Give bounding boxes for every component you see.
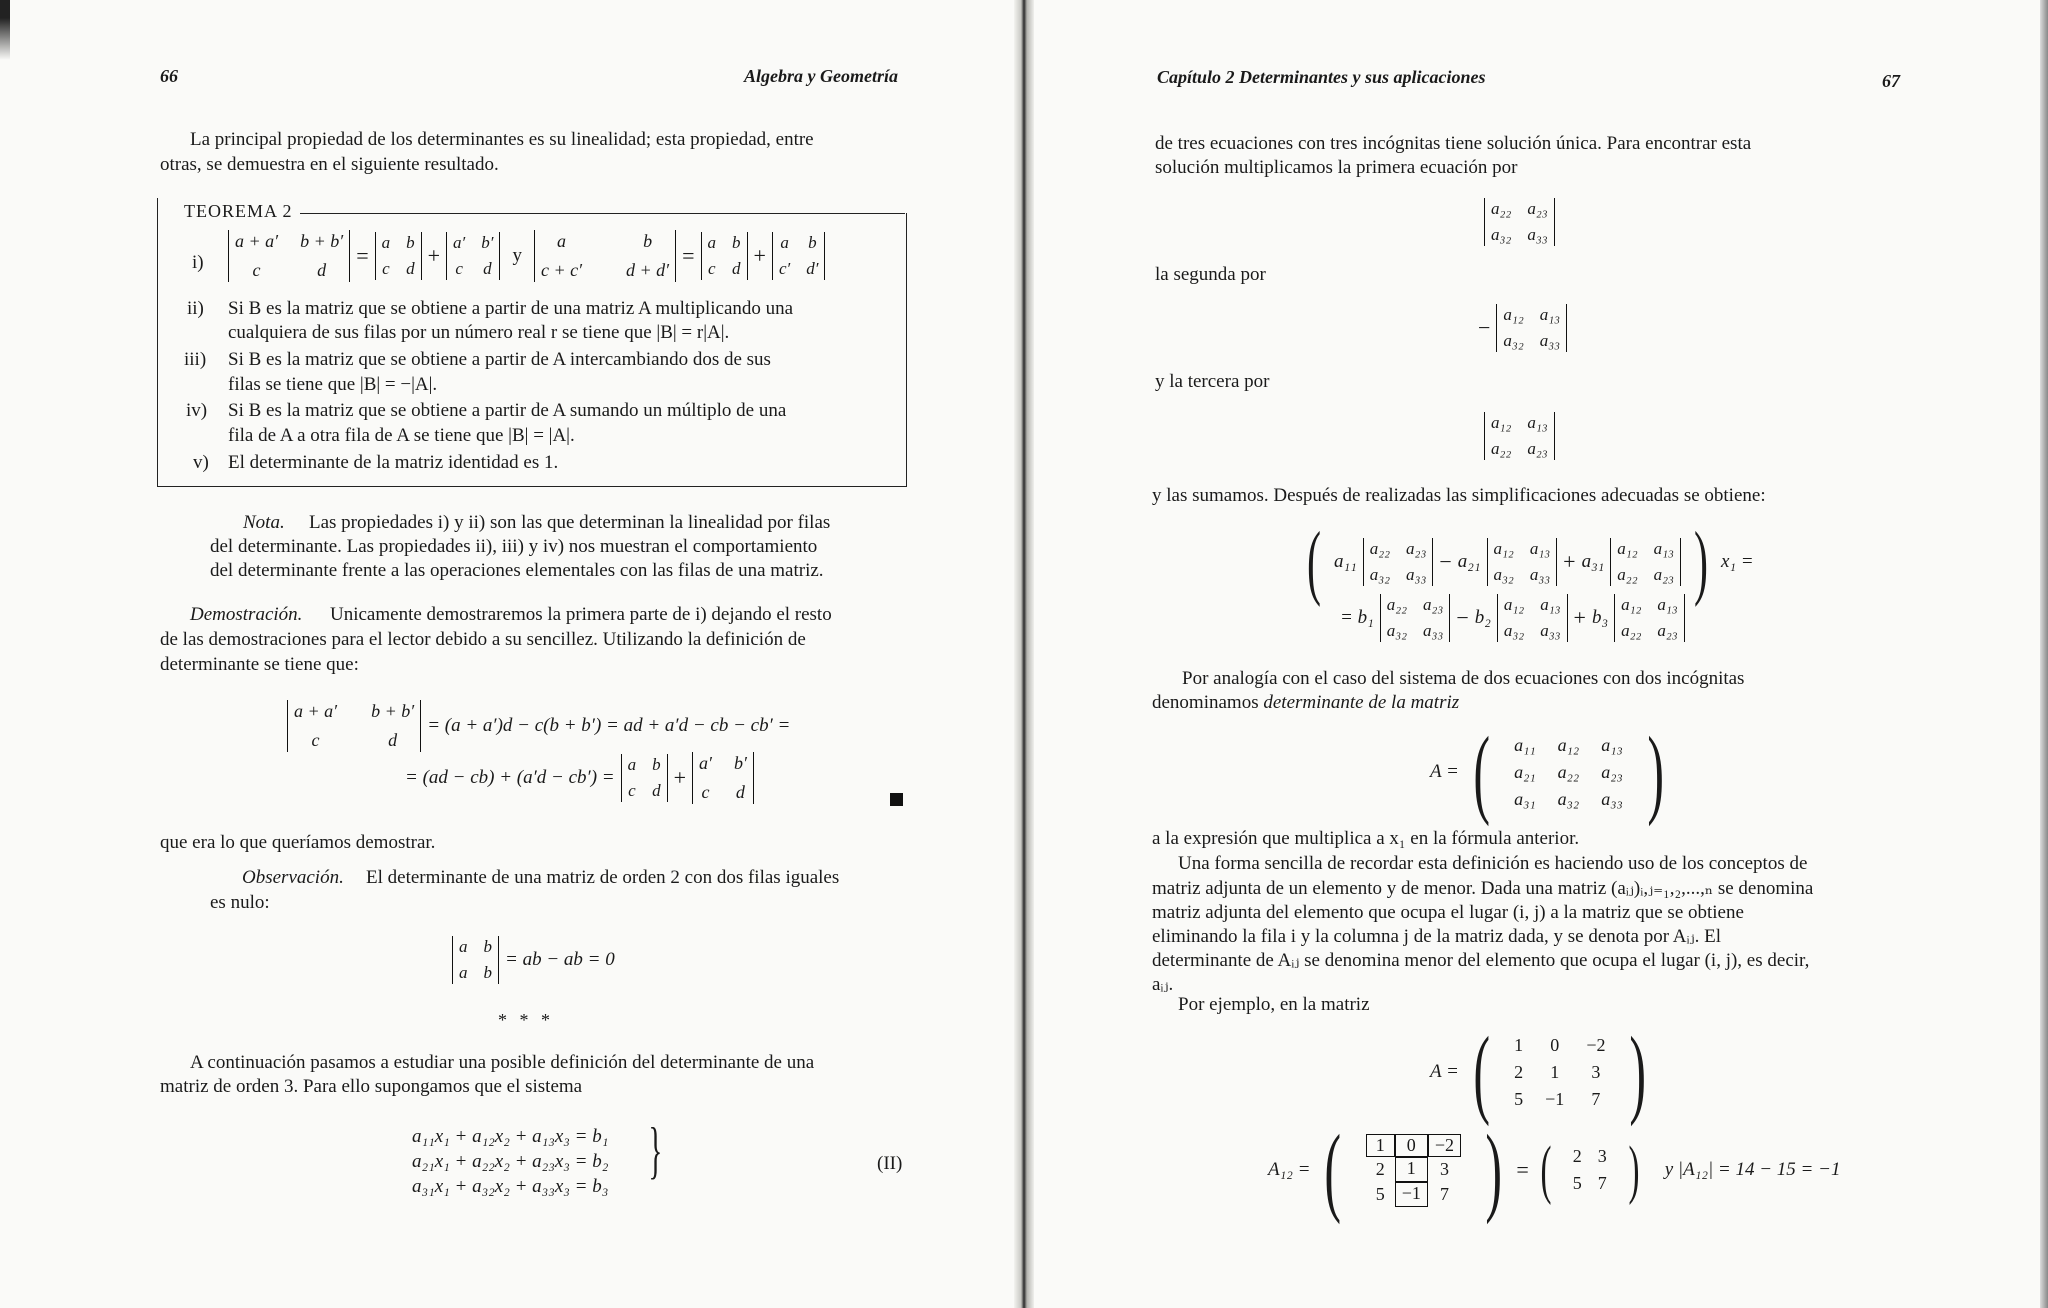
intro-line-1: La principal propiedad de los determinantes es su linealidad; esta propiedad, entre xyxy=(190,129,814,150)
matrix-grid xyxy=(1504,1033,1615,1112)
det: a₁₂ a₁₃ a₃₂ a₃₃ xyxy=(1497,594,1568,642)
matrix-cell: 5 xyxy=(1375,1183,1385,1204)
item-iii-label: iii) xyxy=(184,349,207,370)
minor-second: − a₁₂ a₁₃ a₃₂ a₃₃ xyxy=(1478,304,1567,352)
obs-equation xyxy=(452,936,615,984)
det: a b a b xyxy=(452,936,499,984)
det: a′ b′ c d xyxy=(446,232,500,280)
adjunta-grid xyxy=(1356,1132,1471,1209)
page-edge xyxy=(2040,0,2048,1308)
matrix-cell: 2 xyxy=(1572,1146,1582,1166)
ejemplo-line: Por ejemplo, en la matriz xyxy=(1178,994,1370,1015)
def-line-6: aᵢⱼ. xyxy=(1152,974,1174,995)
det: a + a′ b + b′ c d xyxy=(228,230,350,282)
left-running-head: Algebra y Geometría xyxy=(744,66,898,86)
obs-line-2: es nulo: xyxy=(210,892,270,913)
book-gutter xyxy=(1014,0,1034,1308)
det: a b c d xyxy=(375,232,422,280)
obs-title: Observación. xyxy=(242,867,344,888)
minor-matrix xyxy=(1563,1144,1617,1196)
right-running-head: Capítulo 2 Determinantes y sus aplicaciones xyxy=(1157,67,1486,87)
det: a₁₂ a₁₃ a₃₂ a₃₃ xyxy=(1487,538,1558,586)
det: a + a′ b + b′ c d xyxy=(287,700,421,752)
theorem-title: TEOREMA 2 xyxy=(184,201,293,221)
proof-eq1-text: = (a + a′)d − c(b + b′) = ad + a′d − cb − cb′ = xyxy=(427,715,791,736)
item-i-label: i) xyxy=(192,252,204,273)
cont-line-1: A continuación pasamos a estudiar una posible definición del determinante de una xyxy=(190,1052,815,1073)
right-page-number: 67 xyxy=(1882,71,1900,91)
right-line-1: de tres ecuaciones con tres incógnitas tiene solución única. Para encontrar esta xyxy=(1155,133,1752,154)
item-v-line: El determinante de la matriz identidad es 1. xyxy=(228,452,559,473)
det: a′ b′ c d xyxy=(692,752,754,804)
matrix-A-example: A = ( 1 0 −2 2 1 3 5 −1 7 ) xyxy=(1430,1016,1647,1127)
analogia-line-2 xyxy=(1152,690,1459,715)
det: a₁₂ a₁₃ a₂₂ a₂₃ xyxy=(1484,412,1555,460)
det: a₂₂ a₂₃ a₃₂ a₃₃ xyxy=(1484,198,1555,246)
det: a₁₂ a₁₃ a₂₂ a₂₃ xyxy=(1614,594,1685,642)
system-tag: (II) xyxy=(877,1153,903,1174)
cont-line-2: matriz de orden 3. Para ello supongamos que el sistema xyxy=(160,1076,583,1097)
def-line-4: eliminando la fila i y la columna j de la matriz dada, y se denota por Aᵢⱼ. El xyxy=(1152,926,1721,947)
tercera-label: y la tercera por xyxy=(1155,371,1270,392)
expansion-lhs: ( a₁₁ a₂₂ a₂₃ a₃₂ a₃₃ − a₂₁ a₁₂ a₁₃ a₃₂ a₃₃ + a₃₁ a₁₂ a₁₃ a₂₂ a₂₃ ) x₁ = xyxy=(1306,515,1754,608)
matrix-cell: 1 xyxy=(1514,1034,1524,1055)
expansion-rhs: = b₁ a₂₂ a₂₃ a₃₂ a₃₃ − b₂ a₁₂ a₁₃ a₃₂ a₃₃ + b₃ a₁₂ a₁₃ a₂₂ a₂₃ xyxy=(1340,594,1685,642)
def-line-1: Una forma sencilla de recordar esta definición es haciendo uso de los conceptos de xyxy=(1178,853,1808,874)
matrix-cell: 1 xyxy=(1550,1061,1560,1082)
matrix-cell: −1 xyxy=(1545,1088,1565,1109)
adjunta-example: A₁₂ = ( 1 0 −2 2 1 3 5 −1 7 ) = ( 2 3 5 7 ) y |A₁₂| = 14 − 15 = −1 xyxy=(1268,1114,1841,1225)
item-ii-line-1: Si B es la matriz que se obtiene a partir de una matriz A multiplicando una xyxy=(228,298,794,319)
obs-line-1: El determinante de una matriz de orden 2 con dos filas iguales xyxy=(366,867,840,888)
matrix-cell: 3 xyxy=(1597,1146,1607,1166)
left-page xyxy=(0,0,1020,1308)
nota-line-3: del determinante frente a las operaciones elementales con las filas de una matriz. xyxy=(210,560,824,581)
matrix-cell: 2 xyxy=(1514,1061,1524,1082)
sumamos-line: y las sumamos. Después de realizadas las simplificaciones adecuadas se obtiene: xyxy=(1152,485,1766,506)
det: a₂₂ a₂₃ a₃₂ a₃₃ xyxy=(1363,538,1434,586)
matrix-cell: −2 xyxy=(1428,1134,1461,1157)
section-stars: * * * xyxy=(498,1010,554,1030)
segunda-label: la segunda por xyxy=(1155,264,1266,285)
minor-first xyxy=(1484,198,1555,246)
left-page-number: 66 xyxy=(160,66,178,86)
matrix-grid: a₁₁ a₁₂ a₁₃ a₂₁ a₂₂ a₂₃ a₃₁ a₃₂ a₃₃ xyxy=(1514,734,1623,809)
det: a b c d xyxy=(621,754,668,802)
item-ii-line-2: cualquiera de sus filas por un número real r se tiene que |B| = r|A|. xyxy=(228,322,730,343)
item-iii-line-1: Si B es la matriz que se obtiene a partir de A intercambiando dos de sus xyxy=(228,349,771,370)
matrix-cell: 5 xyxy=(1514,1088,1524,1109)
def-line-5: determinante de Aᵢⱼ se denomina menor del elemento que ocupa el lugar (i, j), es decir, xyxy=(1152,950,1810,971)
intro-line-2: otras, se demuestra en el siguiente resultado. xyxy=(160,154,499,175)
a12-result: y |A₁₂| = 14 − 15 = −1 xyxy=(1664,1159,1841,1180)
matrix-cell: 3 xyxy=(1591,1061,1601,1082)
scan-corner xyxy=(0,0,10,60)
minor-third xyxy=(1484,412,1555,460)
nota-title: Nota. xyxy=(243,512,285,533)
item-iv-label: iv) xyxy=(186,400,208,421)
proof-eq2-text: = (ad − cb) + (a′d − cb′) = xyxy=(405,767,615,788)
analogia-line-2-text: denominamos xyxy=(1152,692,1259,713)
def-line-2: matriz adjunta de un elemento y de menor. Dada una matriz (aᵢⱼ)ᵢ,ⱼ₌₁,₂,...,ₙ se denomina xyxy=(1152,878,1814,899)
system-brace: } xyxy=(648,1114,663,1185)
demo-title: Demostración. xyxy=(190,604,303,625)
det: a₁₂ a₁₃ a₂₂ a₂₃ xyxy=(1610,538,1681,586)
matrix-cell: 3 xyxy=(1439,1158,1449,1179)
matrix-cell: 1 xyxy=(1395,1157,1428,1182)
det: a b c d xyxy=(701,232,748,280)
system-eq-1: a₁₁x₁ + a₁₂x₂ + a₁₃x₃ = b₁ xyxy=(412,1126,609,1147)
analogia-emphasis: determinante de la matriz xyxy=(1263,692,1460,713)
system-eq-2: a₂₁x₁ + a₂₂x₂ + a₂₃x₃ = b₂ xyxy=(412,1151,609,1172)
det: a₁₂ a₁₃ a₃₂ a₃₃ xyxy=(1496,304,1567,352)
qed-square xyxy=(890,793,903,806)
demo-line-3: determinante se tiene que: xyxy=(160,654,359,675)
expresion-line: a la expresión que multiplica a x₁ en la fórmula anterior. xyxy=(1152,828,1580,849)
matrix-cell: 1 xyxy=(1366,1134,1395,1157)
matrix-cell: 0 xyxy=(1550,1034,1560,1055)
analogia-line-1: Por analogía con el caso del sistema de dos ecuaciones con dos incógnitas xyxy=(1182,668,1745,689)
matrix-cell: 7 xyxy=(1439,1183,1449,1204)
que-line: que era lo que queríamos demostrar. xyxy=(160,832,436,853)
system-eq-3: a₃₁x₁ + a₃₂x₂ + a₃₃x₃ = b₃ xyxy=(412,1176,609,1197)
theorem-item-i-formula: a + a′ b + b′ c d = a b c d + a′ b′ c d y a b c + c′ d + d′ = a b c d + a b c′ d′ xyxy=(228,230,825,282)
matrix-A-general: A = ( a₁₁ a₁₂ a₁₃ a₂₁ a₂₂ a₂₃ a₃₁ a₃₂ a₃₃ ) xyxy=(1430,716,1664,827)
nota-line-1: Las propiedades i) y ii) son las que determinan la linealidad por filas xyxy=(309,512,831,533)
demo-line-2: de las demostraciones para el lector debido a su sencillez. Utilizando la definición de xyxy=(160,629,806,650)
matrix-cell: −1 xyxy=(1395,1182,1428,1207)
proof-equation-1 xyxy=(287,700,790,752)
proof-equation-2: = (ad − cb) + (a′d − cb′) = a b c d + a′ b′ c d xyxy=(405,752,754,804)
item-ii-label: ii) xyxy=(187,298,204,319)
demo-line-1: Unicamente demostraremos la primera parte de i) dejando el resto xyxy=(330,604,832,625)
item-v-label: v) xyxy=(193,452,209,473)
matrix-cell: 5 xyxy=(1572,1173,1582,1193)
def-line-3: matriz adjunta del elemento que ocupa el lugar (i, j) a la matriz que se obtiene xyxy=(1152,902,1744,923)
item-iv-line-2: fila de A a otra fila de A se tiene que |B| = |A|. xyxy=(228,425,575,446)
item-iv-line-1: Si B es la matriz que se obtiene a partir de A sumando un múltiplo de una xyxy=(228,400,787,421)
det: a₂₂ a₂₃ a₃₂ a₃₃ xyxy=(1380,594,1451,642)
det: a b c′ d′ xyxy=(772,232,825,280)
theorem-frame-left xyxy=(157,198,158,214)
nota-line-2: del determinante. Las propiedades ii), iii) y iv) nos muestran el comportamiento xyxy=(210,536,818,557)
obs-eq-text: = ab − ab = 0 xyxy=(505,949,615,970)
det: a b c + c′ d + d′ xyxy=(534,230,676,282)
matrix-cell: 7 xyxy=(1591,1088,1601,1109)
matrix-cell: 0 xyxy=(1395,1134,1428,1157)
matrix-cell: 7 xyxy=(1597,1173,1607,1193)
item-iii-line-2: filas se tiene que |B| = −|A|. xyxy=(228,374,438,395)
right-line-2: solución multiplicamos la primera ecuación por xyxy=(1155,157,1518,178)
matrix-cell: −2 xyxy=(1586,1034,1606,1055)
matrix-cell: 2 xyxy=(1375,1158,1385,1179)
